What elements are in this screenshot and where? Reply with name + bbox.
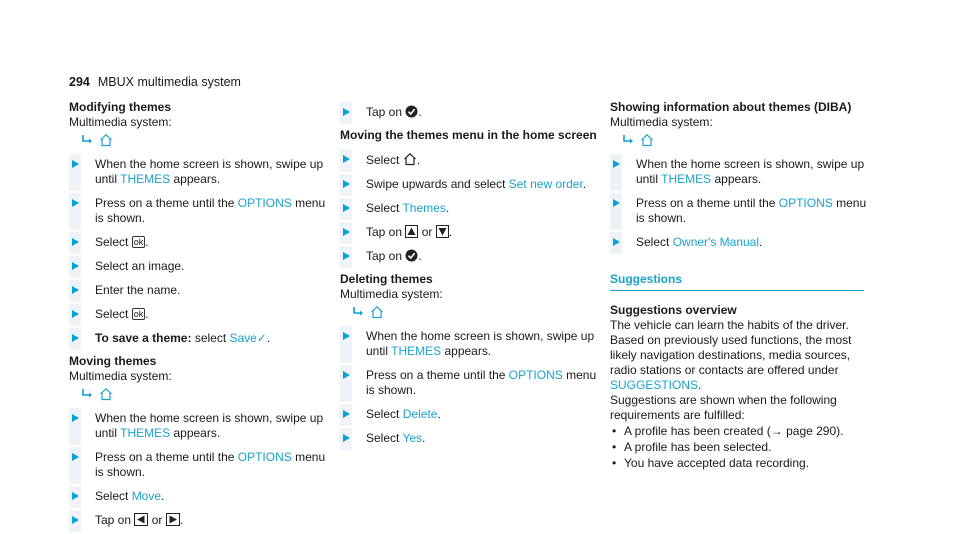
page-number: 294 (69, 75, 90, 89)
step: Select Move. (69, 489, 331, 504)
up-arrow-key-icon (405, 225, 418, 238)
step-arrow-icon (72, 453, 79, 461)
step-arrow-icon (72, 160, 79, 168)
path-arrow-icon (622, 134, 634, 146)
path-label: Multimedia system: (69, 115, 172, 129)
step-arrow-icon (72, 334, 79, 342)
step-arrow-icon (72, 199, 79, 207)
menu-path (352, 304, 602, 320)
heading-deleting-themes: Deleting themes (340, 272, 433, 286)
step-arrow-icon (72, 262, 79, 270)
step-arrow-icon (343, 228, 350, 236)
step-arrow-icon (343, 434, 350, 442)
step-arrow-icon (343, 204, 350, 212)
step: Enter the name. (69, 283, 331, 298)
paragraph: Suggestions are shown when the following requirements are fulfilled: (610, 393, 837, 422)
step: When the home screen is shown, swipe up until THEMES appears. (69, 411, 331, 441)
path-arrow-icon (81, 388, 93, 400)
check-circle-icon (405, 105, 418, 118)
ok-button-icon: ok (133, 237, 144, 247)
page-header (69, 75, 241, 89)
step-arrow-icon (72, 414, 79, 422)
step: Select . (340, 152, 602, 168)
step: Press on a theme until the OPTIONS menu is shown. (610, 196, 872, 226)
right-arrow-key-icon (166, 513, 180, 526)
section-title-suggestions: Suggestions (610, 272, 864, 291)
step: Press on a theme until the OPTIONS menu is shown. (69, 450, 331, 480)
home-icon (403, 152, 417, 166)
bullet-item: • A profile has been created (→ page 290). (610, 424, 872, 439)
home-icon (99, 133, 113, 147)
step: Select an image. (69, 259, 331, 274)
left-arrow-key-icon (134, 513, 148, 526)
home-icon (370, 305, 384, 319)
step: Tap on or . (69, 513, 331, 528)
path-arrow-icon (81, 134, 93, 146)
step-arrow-icon (72, 238, 79, 246)
menu-path (81, 386, 331, 402)
step-arrow-icon (72, 286, 79, 294)
step: Select Yes. (340, 431, 602, 446)
heading-modifying-themes: Modifying themes (69, 100, 172, 114)
step: To save a theme: select Save✓. (69, 331, 331, 346)
step-arrow-icon (613, 160, 620, 168)
menu-path (622, 132, 872, 148)
heading-showing-information: Showing information about themes (DIBA) (610, 100, 852, 114)
bullet-item: • You have accepted data recording. (610, 456, 872, 471)
path-label: Multimedia system: (610, 115, 713, 129)
step: Tap on or . (340, 225, 602, 240)
down-arrow-key-icon (436, 225, 449, 238)
step: Swipe upwards and select Set new order. (340, 177, 602, 192)
step: When the home screen is shown, swipe up until THEMES appears. (340, 329, 602, 359)
step: Select Themes. (340, 201, 602, 216)
step: Tap on . (340, 249, 602, 264)
header-title: MBUX multimedia system (97, 75, 241, 89)
step: Select Owner's Manual. (610, 235, 872, 250)
step: Select Delete. (340, 407, 602, 422)
path-label: Multimedia system: (69, 369, 172, 383)
step: When the home screen is shown, swipe up until THEMES appears. (610, 157, 872, 187)
step-arrow-icon (343, 108, 350, 116)
menu-path (81, 132, 331, 148)
path-arrow-icon (352, 306, 364, 318)
column-2 (340, 100, 602, 452)
step: When the home screen is shown, swipe up until THEMES appears. (69, 157, 331, 187)
step-arrow-icon (72, 516, 79, 524)
heading-moving-themes: Moving themes (69, 354, 157, 368)
column-3 (610, 100, 872, 472)
step-arrow-icon (343, 180, 350, 188)
step-arrow-icon (343, 371, 350, 379)
step-arrow-icon (72, 310, 79, 318)
heading-moving-themes-menu: Moving the themes menu in the home screen (340, 128, 597, 142)
step-arrow-icon (613, 238, 620, 246)
step: Press on a theme until the OPTIONS menu is shown. (340, 368, 602, 398)
home-icon (640, 133, 654, 147)
step: Tap on . (340, 105, 602, 120)
step-arrow-icon (343, 332, 350, 340)
column-1 (69, 100, 331, 534)
home-icon (99, 387, 113, 401)
step: Select ok . (69, 235, 331, 250)
step-arrow-icon (72, 492, 79, 500)
check-circle-icon (405, 249, 418, 262)
step-arrow-icon (343, 252, 350, 260)
heading-suggestions-overview: Suggestions overview (610, 303, 737, 317)
path-label: Multimedia system: (340, 287, 443, 301)
ok-button-icon: ok (133, 309, 144, 319)
step: Press on a theme until the OPTIONS menu is shown. (69, 196, 331, 226)
step-arrow-icon (343, 410, 350, 418)
step-arrow-icon (343, 155, 350, 163)
step: Select ok . (69, 307, 331, 322)
bullet-item: • A profile has been selected. (610, 440, 872, 455)
step-arrow-icon (613, 199, 620, 207)
paragraph: The vehicle can learn the habits of the driver. Based on previously used functions, the most likely navigation destinations, media sources, radio stations or contacts are offered under SUGGESTIONS. (610, 318, 852, 392)
